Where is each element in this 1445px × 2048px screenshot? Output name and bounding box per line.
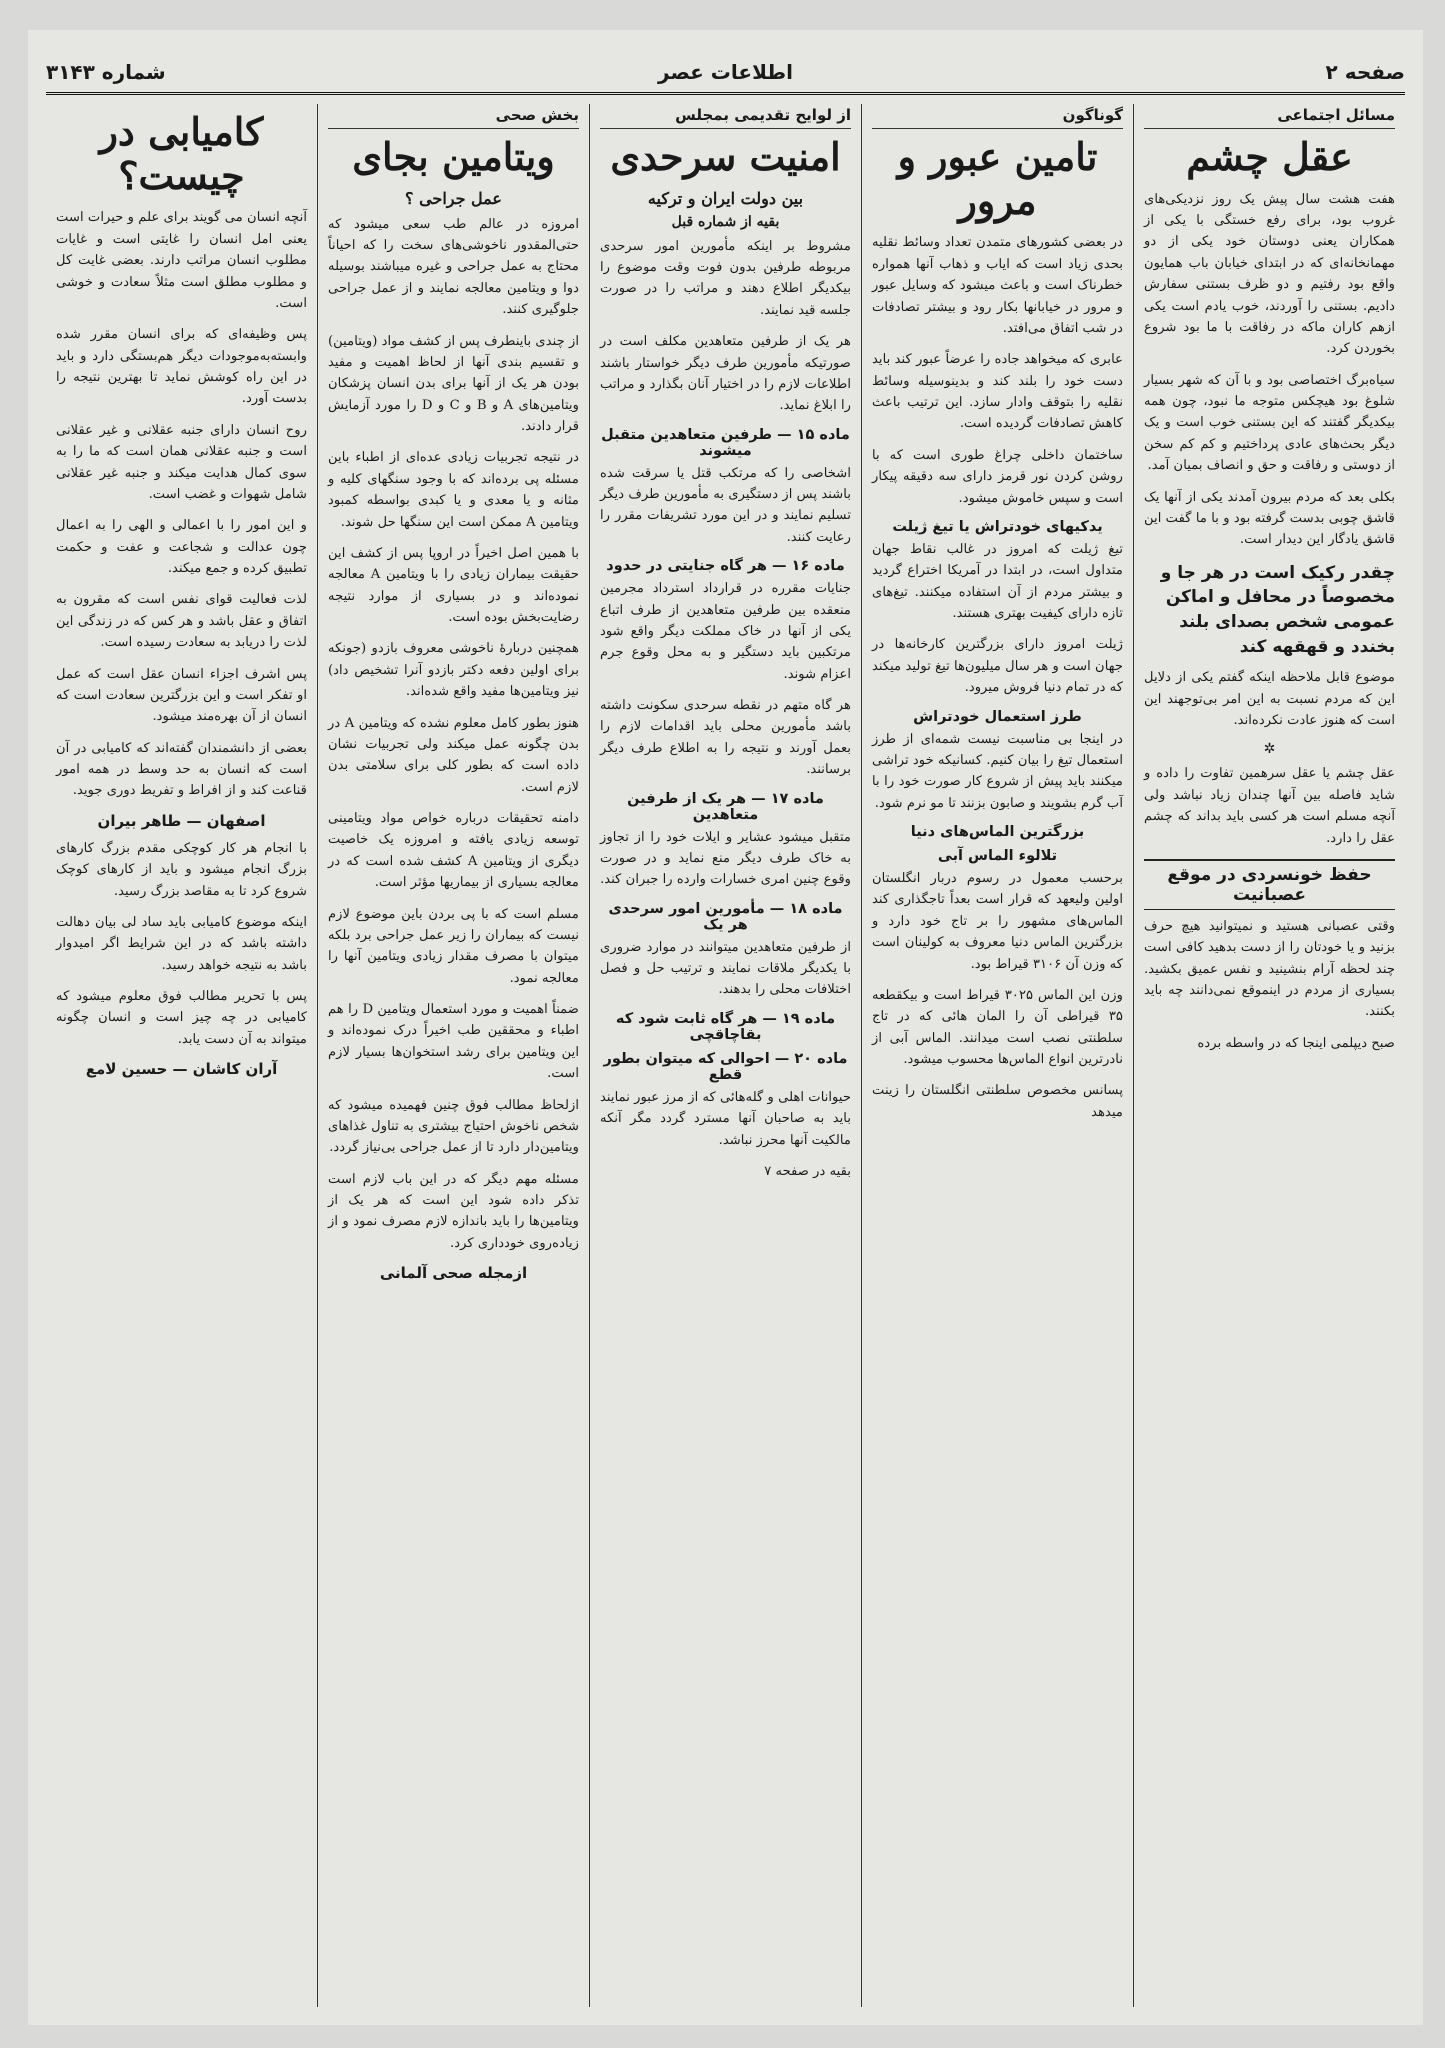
headline: تامین عبور و مرور	[897, 134, 1098, 223]
article-clause: ماده ۱۸ — مأمورین امور سرحدی هر یک	[608, 900, 843, 933]
paragraph: در بعضی کشورهای متمدن تعداد وسائط نقلیه بحدی زیاد است که ایاب و ذهاب آنها همواره خطرناک است و باعث میشود که وسایل عبور و مرور در خیابانها بکار رود و بیشتر تصادفات در شب اتفاق می‌افتد.	[872, 235, 1123, 336]
deck: بین دولت ایران و ترکیه	[647, 188, 804, 208]
subheadline: بزرگترین الماس‌های دنیا	[910, 824, 1085, 840]
source-credit: ازمجله صحی آلمانی	[379, 1264, 528, 1283]
paragraph: با همین اصل اخیراً در اروپا پس از کشف این حقیقت بیماران زیادی را با ویتامین A معالجه نموده‌اند و در بسیاری از موارد نتیجه رضایت‌بخش بوده است.	[328, 545, 579, 626]
paragraph: بعضی از دانشمندان گفته‌اند که کامیابی در آن است که انسان به حد وسط در همه امور قناعت کند و از افراط و تفریط دوری جوید.	[56, 740, 307, 799]
paragraph: و این امور را با اعمالی و الهی را به اعمال چون عدالت و شجاعت و عفت و حکمت تطبیق کرده و جمع میکند.	[56, 518, 307, 576]
column-border-security	[589, 104, 861, 2007]
section-kicker: مسائل اجتماعی	[1144, 104, 1395, 129]
paragraph: سیاه‌برگ اختصاصی بود و با آن که شهر بسیار شلوغ بود هیچکس متوجه ما نبود، چون همه بیکدیگر گفتند که این بستنی خوب است و یک دیگر بحث‌های عادی پرداختیم و کم کم سخن از دوستی و رفاقت و حق و انصاف بمیان آمد.	[1144, 372, 1395, 474]
section-kicker: از لوایح تقدیمی بمجلس	[600, 104, 851, 129]
paragraph: اشخاصی را که مرتکب قتل یا سرقت شده باشند پس از دستگیری به مأمورین طرف دیگر تسلیم نمایند و در این مورد تشریفات مقرر را رعایت کنند.	[600, 465, 851, 545]
subheadline: تلالوء الماس آبی	[937, 848, 1058, 864]
paragraph: مسلم است که با پی بردن باین موضوع لازم نیست که بیماران را زیر عمل جراحی برد بلکه میتوان با مصرف مقدار زیادی ویتامین آنها را معالجه نمود.	[328, 906, 579, 986]
paragraph: مسئله مهم دیگر که در این باب لازم است تذکر داده شود این است که هر یک از ویتامین‌ها را باید باندازه لازم مصرف نمود و از زیاده‌روی خودداری کرد.	[328, 1171, 579, 1251]
paragraph: دامنه تحقیقات درباره خواص مواد ویتامینی توسعه زیادی یافته و امروزه یک خاصیت دیگری از ویتامین A کشف شده است که در معالجه بسیاری از بیماریها مؤثر است.	[328, 811, 579, 891]
paragraph: جنایات مقرره در قرارداد استرداد مجرمین منعقده بین طرفین متعاهدین از طرف اتباع یکی از آنها در خاک مملکت دیگر واقع شود مرتکبین باید دستگیر و به محل وقوع جرم اعزام شوند.	[600, 581, 851, 682]
paragraph: هر یک از طرفین متعاهدین مکلف است در صورتیکه مأمورین طرف دیگر خواستار باشند اطلاعات لازم را در اختیار آنان بگذارد و مراتب را ابلاغ نماید.	[600, 334, 851, 414]
paragraph: امروزه در عالم طب سعی میشود که حتی‌المقدور ناخوشی‌های سخت را که احیاناً محتاج به عمل جراحی و غیره میباشند بوسیله دوا و ویتامین معالجه نمایند و از عمل جراحی جلوگیری کنند.	[328, 216, 579, 318]
star-divider-icon: ✲	[1263, 741, 1276, 758]
paragraph: پس اشرف اجزاء انسان عقل است که عمل او تفکر است و این بزرگترین سعادت است که انسان از آن بهره‌مند میشود.	[56, 666, 307, 725]
article-clause: ماده ۲۰ — احوالی که میتوان بطور قطع	[603, 1050, 848, 1083]
headline: کامیابی در چیست؟	[99, 109, 264, 198]
page-number: صفحه ۲	[1325, 60, 1405, 84]
issue-number: شماره ۳۱۴۳	[46, 60, 166, 84]
subheadline: یدکیهای خودتراش یا تیغ ژیلت	[892, 518, 1103, 535]
paragraph: آنچه انسان می گویند برای علم و حیرات است یعنی امل انسان را غایتی است و غایات مطلوب انسان مراتب دارند. بعضی غایت کل و مطلوب مطلق است مثلاً سعادت و خوشی است.	[56, 210, 307, 311]
paragraph: تیغ ژیلت که امروز در غالب نقاط جهان متداول است، در ابتدا در آمریکا اختراع گردید و بیشتر مردم از آن استفاده میکنند. تیغ‌های تازه دارای کیفیت بهتری هستند.	[872, 541, 1123, 621]
paragraph: هر گاه متهم در نقطه سرحدی سکونت داشته باشد مأمورین محلی باید اقدامات لازم را بعمل آورند و نتیجه را به اطلاع طرف دیگر برسانند.	[600, 698, 851, 778]
paragraph: از چندی باینطرف پس از کشف مواد (ویتامین) و تقسیم بندی آنها از لحاظ اهمیت و مفید بودن هر یک از آنها برای بدن انسان پزشکان ویتامین‌های A و B و C و D را مورد آزمایش قرار دادند.	[328, 333, 579, 435]
headline: ویتامین بجای	[352, 134, 555, 179]
paragraph: مشروط بر اینکه مأمورین امور سرحدی مربوطه طرفین بدون فوت وقت موضوع را بیکدیگر اطلاع دهند و مراتب را در صورت جلسه قید نمایند.	[600, 238, 851, 318]
article-headline: حفظ خونسردی در موقع عصبانیت	[1144, 859, 1395, 910]
paragraph: عابری که میخواهد جاده را عرضاً عبور کند باید دست خود را بلند کند و بدینوسیله وسائط نقلیه را بتوقف وادار سازد. این ترتیب باعث کاهش تصادفات گردیده است.	[872, 352, 1123, 432]
paragraph: حیوانات اهلی و گله‌هائی که از مرز عبور نمایند باید به صاحبان آنها مسترد گردد مگر آنکه مالکیت آنها محرز نباشد.	[600, 1089, 851, 1148]
paragraph: از طرفین متعاهدین میتوانند در موارد ضروری با یکدیگر ملاقات نمایند و ترتیب حل و فصل اختلافات محلی را بدهند.	[600, 939, 851, 998]
paragraph: هنوز بطور کامل معلوم نشده که ویتامین A در بدن چگونه عمل میکند ولی تجربیات نشان داده است که بطور کلی برای سلامتی بدن لازم است.	[328, 715, 580, 795]
paragraph: در نتیجه تجربیات زیادی عده‌ای از اطباء باین مسئله پی برده‌اند که با وجود سنگهای کلیه و مثانه و یا معدی و یا کبدی بواسطه کمبود ویتامین A ممکن است این سنگها حل شوند.	[328, 450, 579, 530]
continued-on-page: بقیه در صفحه ۷	[764, 1163, 851, 1179]
paragraph: اینکه موضوع کامیابی باید ساد لی بیان دهالت داشته باشد که در این شرایط اگر امیدوار باشد به نتیجه خواهد رسید.	[56, 914, 307, 973]
section-kicker: گوناگون	[872, 104, 1123, 129]
column-social	[1133, 104, 1405, 2007]
closing-line: پسانس مخصوص سلطنتی انگلستان را زینت میدهد	[872, 1083, 1123, 1120]
article-clause: ماده ۱۹ — هر گاه ثابت شود که بقاچاقچی	[615, 1010, 836, 1043]
highlight-quote: چقدر رکیک است در هر جا و مخصوصاً در محافل و اماکن عمومی شخص بصدای بلند بخندد و قهقهه کند	[1160, 562, 1395, 657]
column-health	[317, 104, 589, 2007]
author-signature: آران کاشان — حسین لامع	[85, 1060, 278, 1079]
paragraph: روح انسان دارای جنبه عقلانی و غیر عقلانی است و جنبه عقلانی همان است که ما را به سوی کمال هدایت میکند و جنبه غیر عقلانی شامل شهوات و غضب است.	[56, 422, 307, 502]
paragraph: وزن این الماس ۳۰۲۵ قیراط است و بیکقطعه ۳۵ قیراطی آن را المان هائی که در تاج سلطنتی نصب است میدانند. الماس آبی از نادرترین انواع الماس‌ها محسوب میشود.	[872, 987, 1123, 1067]
paragraph: عقل چشم یا عقل سرهمین تفاوت را داده و شاید فاصله بین آنها چندان زیاد نباشد ولی آنچه مسلم است هر کسی باید بداند که چشم عقل را دارد.	[1144, 766, 1395, 846]
paragraph: متقبل میشود عشایر و ایلات خود را از تجاوز به خاک طرف دیگر منع نماید و در صورت وقوع چنین امری خسارات وارده را جبران کند.	[600, 829, 851, 888]
paragraph: پس با تحریر مطالب فوق معلوم میشود که کامیابی در چه چیز است و انسان چگونه میتواند به آن دست یابد.	[56, 989, 307, 1047]
paragraph: ازلحاظ مطالب فوق چنین فهمیده میشود که شخص ناخوش احتیاج بیشتری به تناول غذاهای ویتامین‌دار دارد تا از عمل جراحی بی‌نیاز گردد.	[328, 1097, 579, 1156]
subheadline: طرز استعمال خودتراش	[913, 708, 1082, 725]
paper-name: اطلاعات عصر	[658, 60, 793, 84]
paragraph: هفت هشت سال پیش یک روز نزدیکی‌های غروب بود، برای رفع خستگی با یکی از همکاران یعنی دوستان خود یکی از دو مهمانخانه‌ای که در ابتدای خیابان باب همایون واقع بود رفتیم و دو ظرف بستنی سفارش دادیم. بستنی را آوردند، خوب یادم است یکی ازهم کاران ماکه در رفاقت با ما بود شروع بخوردن کرد.	[1144, 191, 1395, 357]
paragraph: در اینجا بی مناسبت نیست شمه‌ای از طرز استعمال تیغ را بیان کنیم. کسانیکه خود تراشی میکنند باید پیش از شروع کار صورت خود را با آب گرم بشویند و صابون بزنند تا مو نرم شود.	[872, 731, 1123, 811]
paragraph: لذت فعالیت قوای نفس است که مقرون به اتفاق و عقل باشد و هر کس که در زندگی این لذت را دریابد به سعادت رسیده است.	[56, 592, 307, 651]
column-miscellaneous	[861, 104, 1133, 2007]
article-clause: ماده ۱۷ — هر یک از طرفین متعاهدین	[627, 790, 824, 823]
headline: امنیت سرحدی	[610, 134, 841, 179]
paragraph: ضمناً اهمیت و مورد استعمال ویتامین D را هم اطباء و محققین طب اخیراً درک نموده‌اند و این ویتامین برای رشد استخوان‌ها بسیار لازم است.	[328, 1002, 579, 1082]
continued-note: بقیه از شماره قبل	[671, 213, 780, 230]
paragraph: با انجام هر کار کوچکی مقدم بزرگ کارهای بزرگ انجام میشود و باید از کارهای کوچک شروع کرد تا به مقاصد بزرگ رسید.	[56, 840, 307, 899]
column-success	[46, 104, 317, 2007]
columns	[46, 104, 1405, 2007]
paragraph: ساختمان داخلی چراغ طوری است که با روشن کردن نور قرمز دارای سه دقیقه پیکار است و سپس خاموش میشود.	[872, 447, 1123, 506]
paragraph: ژیلت امروز دارای بزرگترین کارخانه‌ها در جهان است و هر سال میلیون‌ها تیغ تولید میکند که در تمام دنیا فروش میرود.	[872, 637, 1123, 696]
author-signature: اصفهان — طاهر بیران	[97, 811, 266, 830]
paragraph: بکلی بعد که مردم بیرون آمدند یکی از آنها یک قاشق چوبی بدست گرفته بود و با ما گفت این قاشق یادگار این دیدار است.	[1144, 489, 1395, 548]
closing-line: صبح دیپلمی اینجا که در واسطه برده	[1197, 1035, 1395, 1051]
paragraph: همچنین دربارهٔ ناخوشی معروف بازدو (جونکه برای اولین دفعه دکتر بازدو آنرا تشخیص داد) نیز ویتامین‌ها مفید واقع شده‌اند.	[328, 641, 579, 700]
paragraph: برحسب معمول در رسوم دربار انگلستان اولین ولیعهد که قرار است بعداً تاجگذاری کند الماس‌های مشهور را بر تاج خود دارد و بزرگترین الماس دنیا معروف به کولینان است که وزن آن ۳۱۰۶ قیراط بود.	[872, 871, 1123, 972]
article-clause: ماده ۱۵ — طرفین متعاهدین متقبل میشوند	[601, 426, 850, 459]
paragraph: وقتی عصبانی هستید و نمیتوانید هیچ حرف بزنید و یا خودتان را از دست بدهید کافی است چند لحظه آرام بنشینید و نفس عمیق بکشید. بسیاری از مردم در اینموقع نمی‌دانند چه باید بکنند.	[1144, 918, 1395, 1020]
article-clause: ماده ۱۶ — هر گاه جنایتی در حدود	[606, 558, 845, 575]
paragraph: پس وظیفه‌ای که برای انسان مقرر شده وابسته‌به‌موجودات دیگر هم‌بستگی دارد و باید در این راه کوشش نماید تا بهترین نتیجه را بدست آورد.	[56, 327, 307, 407]
masthead	[46, 52, 1405, 95]
paragraph: موضوع قابل ملاحظه اینکه گفتم یکی از دلایل این که مردم نسبت به این امر بی‌توجهند این است که هنوز عادت نکرده‌اند.	[1144, 670, 1395, 728]
headline: عقل چشم	[1186, 134, 1353, 179]
section-kicker: بخش صحی	[328, 104, 579, 129]
newspaper-page	[28, 30, 1423, 2025]
deck: عمل جراحی ؟	[405, 188, 502, 208]
